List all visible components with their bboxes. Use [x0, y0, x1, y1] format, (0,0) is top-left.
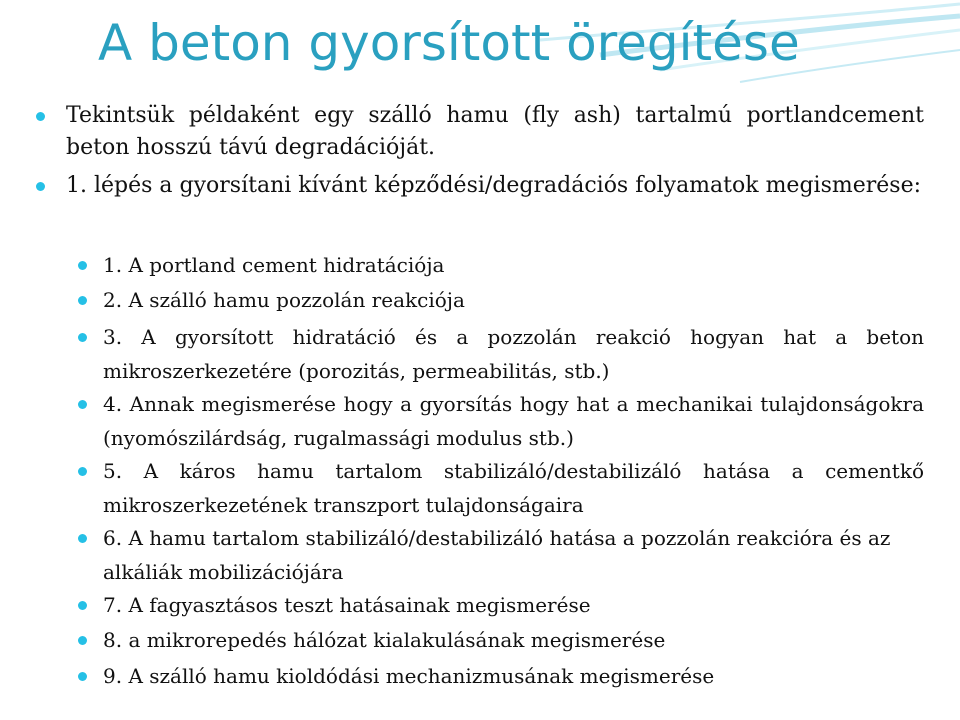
step-6: 6. A hamu tartalom stabilizáló/destabilizáló hatása a pozzolán reakcióra és az alkáliák mobilizációjára — [103, 526, 891, 584]
step-4: 4. Annak megismerése hogy a gyorsítás hogy hat a mechanikai tulajdonságokra (nyomószilárdság, rugalmassági modulus stb.) — [103, 392, 924, 450]
bullet-icon — [36, 182, 45, 191]
bullet-icon — [78, 601, 87, 610]
step-5: 5. A káros hamu tartalom stabilizáló/destabilizáló hatása a cementkő mikroszerkezetének transzport tulajdonságaira — [103, 459, 924, 517]
bullet-icon — [78, 261, 87, 270]
bullet-icon — [78, 296, 87, 305]
bullet-icon — [78, 400, 87, 409]
top-bullet-1: Tekintsük példaként egy szálló hamu (fly ash) tartalmú portlandcement beton hosszú távú degradációját. — [66, 103, 924, 160]
step-2: 2. A szálló hamu pozzolán reakciója — [103, 288, 465, 312]
step-3: 3. A gyorsított hidratáció és a pozzolán reakció hogyan hat a beton mikroszerkezetére (porozitás, permeabilitás, stb.) — [103, 325, 924, 383]
step-9: 9. A szálló hamu kioldódási mechanizmusának megismerése — [103, 664, 715, 688]
bullet-icon — [36, 112, 45, 121]
bullet-icon — [78, 636, 87, 645]
step-7: 7. A fagyasztásos teszt hatásainak megismerése — [103, 593, 591, 617]
bullet-icon — [78, 534, 87, 543]
step-8: 8. a mikrorepedés hálózat kialakulásának megismerése — [103, 628, 666, 652]
step-1: 1. A portland cement hidratációja — [103, 253, 445, 277]
bullet-icon — [78, 333, 87, 342]
slide-title: A beton gyorsított öregítése — [98, 14, 800, 72]
bullet-icon — [78, 672, 87, 681]
top-bullet-2: 1. lépés a gyorsítani kívánt képződési/degradációs folyamatok megismerése: — [66, 173, 922, 198]
bullet-icon — [78, 467, 87, 476]
